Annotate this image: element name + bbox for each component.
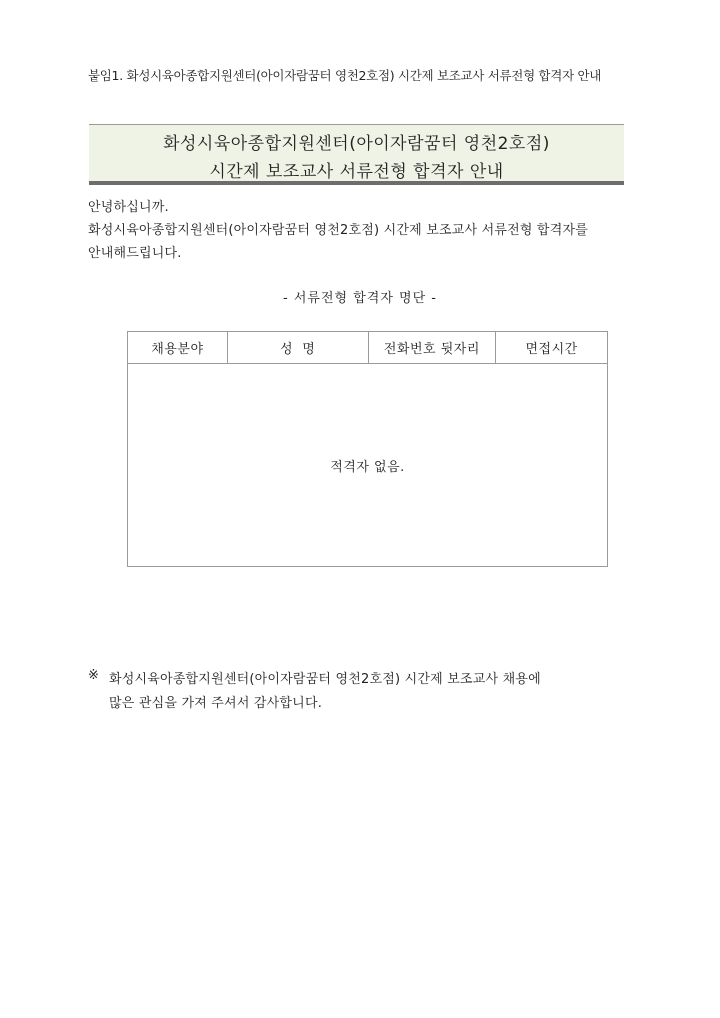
list-heading: - 서류전형 합격자 명단 - [283,291,437,306]
attachment-label: 붙임1. 화성시육아종합지원센터(아이자람꿈터 영천2호점) 시간제 보조교사 서류전형 합격자 안내 [88,68,602,83]
empty-result-message: 적격자 없음. [128,364,608,567]
table-row [128,364,608,567]
greeting-text: 안녕하십니까. [88,200,169,215]
intro-line-2: 안내해드립니다. [88,246,182,261]
header-field: 채용분야 [128,332,228,364]
table-header-row [128,332,608,364]
note-line-2: 많은 관심을 가져 주셔서 감사합니다. [109,696,323,711]
title-line-2: 시간제 보조교사 서류전형 합격자 안내 [209,162,504,182]
header-interview-time: 면접시간 [496,332,608,364]
title-banner [89,124,624,185]
note-line-1: 화성시육아종합지원센터(아이자람꿈터 영천2호점) 시간제 보조교사 채용에 [109,672,541,687]
title-line-1: 화성시육아종합지원센터(아이자람꿈터 영천2호점) [163,134,550,154]
results-table [127,331,608,567]
intro-line-1: 화성시육아종합지원센터(아이자람꿈터 영천2호점) 시간제 보조교사 서류전형 합격자를 [88,223,588,238]
reference-mark: ※ [88,668,100,683]
header-phone-suffix: 전화번호 뒷자리 [368,332,496,364]
header-name: 성 명 [227,332,368,364]
